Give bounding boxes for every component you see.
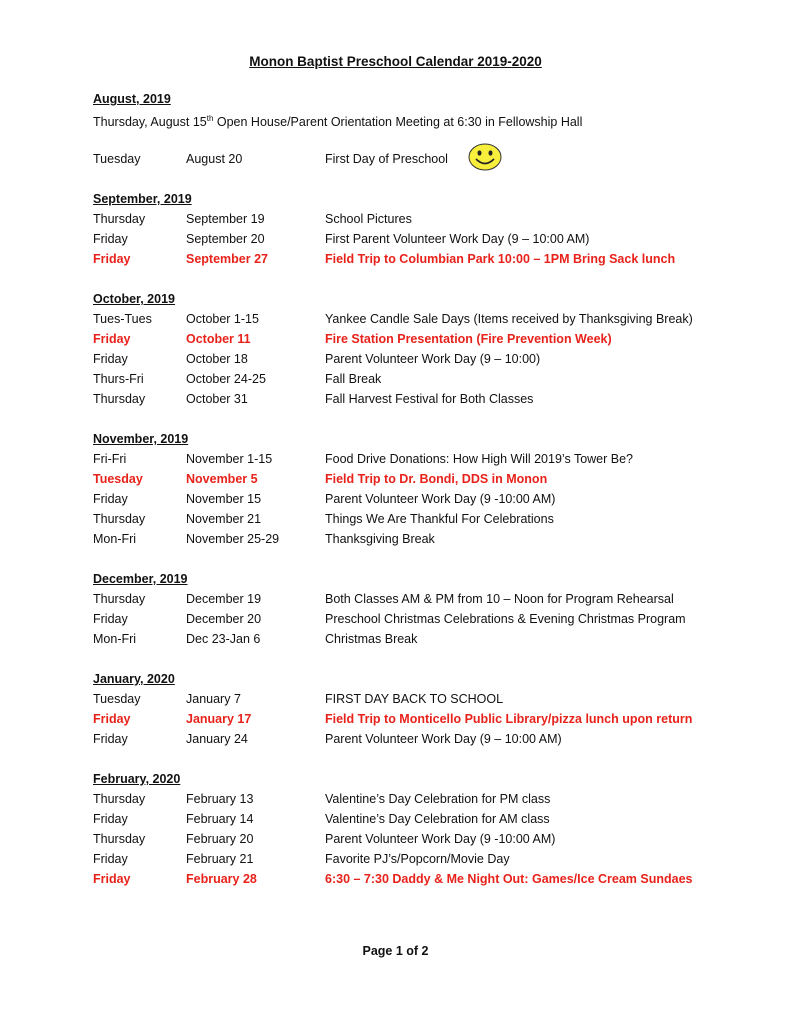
- row-date: August 20: [186, 152, 243, 166]
- section-spacer: [93, 749, 753, 769]
- row-date: September 19: [186, 212, 265, 226]
- row-date: September 20: [186, 232, 265, 246]
- calendar-row: [93, 309, 753, 329]
- row-date: January 17: [186, 712, 252, 726]
- calendar-row: [93, 489, 753, 509]
- row-event: Things We Are Thankful For Celebrations: [325, 512, 554, 526]
- row-date: November 21: [186, 512, 262, 526]
- calendar-row: [93, 849, 753, 869]
- row-event: Fall Break: [325, 372, 382, 386]
- section-heading: November, 2019: [93, 432, 189, 446]
- row-event: Yankee Candle Sale Days (Items received by Thanksgiving Break): [325, 312, 693, 326]
- row-event: FIRST DAY BACK TO SCHOOL: [325, 692, 504, 706]
- calendar-row: [93, 529, 753, 549]
- month-section: [93, 569, 753, 649]
- month-sections: [93, 169, 753, 889]
- row-date: January 7: [186, 692, 241, 706]
- row-event: Parent Volunteer Work Day (9 – 10:00): [325, 352, 541, 366]
- row-date: February 20: [186, 832, 254, 846]
- row-day: Friday: [93, 232, 128, 246]
- row-day: Fri-Fri: [93, 452, 127, 466]
- row-date: December 20: [186, 612, 262, 626]
- section-spacer: [93, 169, 753, 189]
- row-day: Tuesday: [93, 472, 143, 486]
- section-heading: January, 2020: [93, 672, 175, 686]
- row-event: Fall Harvest Festival for Both Classes: [325, 392, 534, 406]
- row-event: Parent Volunteer Work Day (9 -10:00 AM): [325, 492, 556, 506]
- month-section: [93, 429, 753, 549]
- row-day: Mon-Fri: [93, 532, 137, 546]
- row-event: 6:30 – 7:30 Daddy & Me Night Out: Games/Ice Cream Sundaes: [325, 872, 693, 886]
- row-day: Thurs-Fri: [93, 372, 144, 386]
- calendar-row: [93, 349, 753, 369]
- row-event: Thanksgiving Break: [325, 532, 435, 546]
- intro-suffix: th: [206, 114, 214, 123]
- calendar-content: [93, 89, 753, 889]
- row-day: Mon-Fri: [93, 632, 137, 646]
- calendar-row: [93, 389, 753, 409]
- row-day: Tuesday: [93, 692, 141, 706]
- calendar-row: [93, 829, 753, 849]
- row-date: November 15: [186, 492, 262, 506]
- row-event: Field Trip to Monticello Public Library/pizza lunch upon return: [325, 712, 693, 726]
- row-date: October 11: [186, 332, 251, 346]
- calendar-row: [93, 589, 753, 609]
- calendar-row: [93, 809, 753, 829]
- row-event: First Day of Preschool: [325, 152, 448, 166]
- calendar-row: [93, 209, 753, 229]
- section-spacer: [93, 649, 753, 669]
- calendar-row: [93, 509, 753, 529]
- calendar-row: [93, 229, 753, 249]
- row-date: October 24-25: [186, 372, 266, 386]
- row-day: Friday: [93, 712, 131, 726]
- row-date: November 5: [186, 472, 258, 486]
- calendar-row: [93, 369, 753, 389]
- row-event: First Parent Volunteer Work Day (9 – 10:00 AM): [325, 232, 590, 246]
- row-day: Friday: [93, 352, 128, 366]
- row-day: Friday: [93, 332, 131, 346]
- row-event: Parent Volunteer Work Day (9 – 10:00 AM): [325, 732, 562, 746]
- row-event: Field Trip to Columbian Park 10:00 – 1PM Bring Sack lunch: [325, 252, 676, 266]
- row-day: Thursday: [93, 512, 146, 526]
- row-event: Christmas Break: [325, 632, 418, 646]
- row-event: Fire Station Presentation (Fire Prevention Week): [325, 332, 612, 346]
- row-date: December 19: [186, 592, 262, 606]
- row-event: Parent Volunteer Work Day (9 -10:00 AM): [325, 832, 556, 846]
- row-event: Both Classes AM & PM from 10 – Noon for Program Rehearsal: [325, 592, 674, 606]
- row-day: Tues-Tues: [93, 312, 152, 326]
- calendar-row-highlighted: [93, 709, 753, 729]
- row-date: February 28: [186, 872, 257, 886]
- row-day: Tuesday: [93, 152, 141, 166]
- row-date: September 27: [186, 252, 268, 266]
- intro-text: Open House/Parent Orientation Meeting at 6:30 in Fellowship Hall: [213, 115, 583, 130]
- row-event: Valentine’s Day Celebration for PM class: [325, 792, 551, 806]
- calendar-row: [93, 149, 753, 169]
- section-heading: September, 2019: [93, 192, 192, 206]
- row-day: Thursday: [93, 212, 146, 226]
- row-date: November 25-29: [186, 532, 280, 546]
- row-day: Friday: [93, 812, 128, 826]
- section-heading: August, 2019: [93, 92, 171, 106]
- row-event: School Pictures: [325, 212, 412, 226]
- row-event: Field Trip to Dr. Bondi, DDS in Monon: [325, 472, 548, 486]
- section-heading: December, 2019: [93, 572, 188, 586]
- section-heading: February, 2020: [93, 772, 181, 786]
- page-footer: Page 1 of 2: [362, 944, 429, 958]
- month-section: [93, 289, 753, 409]
- august-intro: [93, 109, 753, 129]
- calendar-row-highlighted: [93, 469, 753, 489]
- row-day: Friday: [93, 732, 128, 746]
- row-day: Thursday: [93, 392, 146, 406]
- row-day: Friday: [93, 252, 131, 266]
- calendar-row: [93, 449, 753, 469]
- month-section: [93, 669, 753, 749]
- row-date: November 1-15: [186, 452, 273, 466]
- row-date: October 18: [186, 352, 248, 366]
- row-event: Favorite PJ’s/Popcorn/Movie Day: [325, 852, 510, 866]
- row-day: Friday: [93, 492, 128, 506]
- row-event: Preschool Christmas Celebrations & Evening Christmas Program: [325, 612, 686, 626]
- row-date: Dec 23-Jan 6: [186, 632, 261, 646]
- calendar-row-highlighted: [93, 249, 753, 269]
- row-day: Friday: [93, 872, 131, 886]
- section-spacer: [93, 549, 753, 569]
- calendar-row: [93, 609, 753, 629]
- calendar-row: [93, 729, 753, 749]
- month-section: [93, 769, 753, 889]
- section-spacer: [93, 269, 753, 289]
- row-date: February 14: [186, 812, 254, 826]
- calendar-row-highlighted: [93, 329, 753, 349]
- section-august: [93, 89, 753, 169]
- row-date: February 21: [186, 852, 254, 866]
- row-date: February 13: [186, 792, 254, 806]
- calendar-row: [93, 689, 753, 709]
- row-day: Thursday: [93, 592, 146, 606]
- page-title: Monon Baptist Preschool Calendar 2019-2020: [249, 54, 542, 69]
- row-date: October 31: [186, 392, 248, 406]
- section-heading: October, 2019: [93, 292, 175, 306]
- smiley-face-icon: [468, 143, 502, 171]
- row-day: Friday: [93, 852, 128, 866]
- row-date: January 24: [186, 732, 248, 746]
- row-event: Food Drive Donations: How High Will 2019’s Tower Be?: [325, 452, 634, 466]
- intro-date: Thursday, August 15: [93, 115, 207, 130]
- section-spacer: [93, 409, 753, 429]
- calendar-row-highlighted: [93, 869, 753, 889]
- calendar-row: [93, 789, 753, 809]
- row-event: Valentine’s Day Celebration for AM class: [325, 812, 550, 826]
- row-day: Friday: [93, 612, 128, 626]
- row-date: October 1-15: [186, 312, 259, 326]
- month-section: [93, 189, 753, 269]
- calendar-row: [93, 629, 753, 649]
- row-day: Thursday: [93, 832, 146, 846]
- row-day: Thursday: [93, 792, 146, 806]
